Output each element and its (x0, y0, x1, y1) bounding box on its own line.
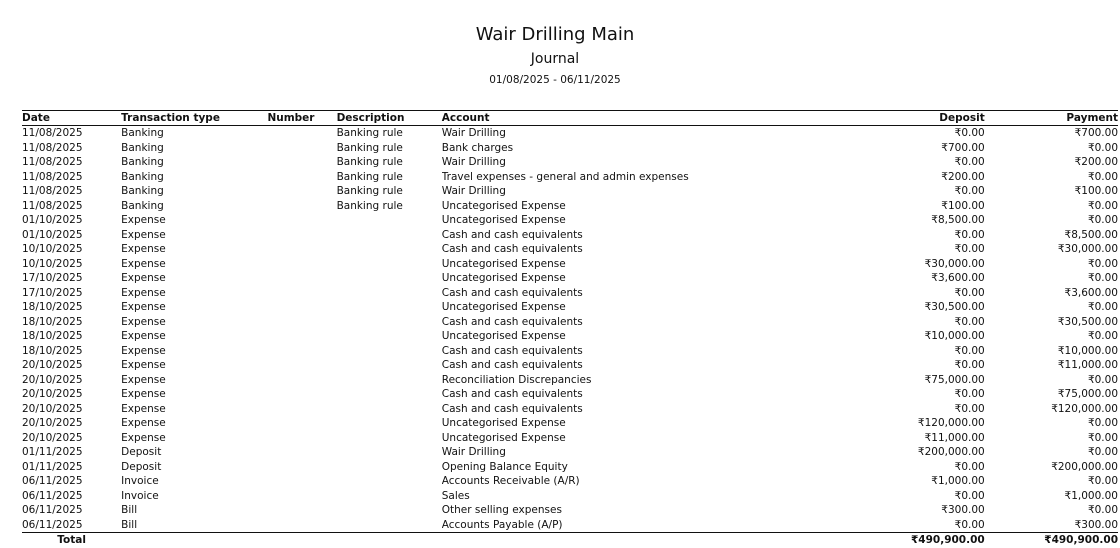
cell-description: Banking rule (336, 185, 403, 198)
cell-account: Cash and cash equivalents (441, 243, 583, 256)
total-payment: ₹490,900.00 (985, 533, 1118, 548)
table-row (22, 387, 1118, 402)
cell-number (267, 141, 336, 156)
cell-description (337, 344, 442, 359)
cell-payment: ₹0.00 (1087, 257, 1118, 270)
table-row (22, 474, 1118, 489)
cell-transaction-type: Expense (121, 344, 166, 357)
cell-payment: ₹0.00 (1087, 446, 1118, 459)
table-row (22, 213, 1118, 228)
cell-number (267, 286, 336, 301)
table-row (22, 402, 1118, 417)
cell-deposit: ₹200.00 (941, 170, 985, 183)
cell-number (267, 155, 336, 170)
column-header-deposit: Deposit (822, 111, 984, 126)
cell-deposit: ₹700.00 (941, 141, 985, 154)
cell-transaction-type: Deposit (121, 460, 162, 473)
cell-transaction-type: Invoice (121, 475, 159, 488)
cell-deposit: ₹30,500.00 (924, 301, 985, 314)
cell-account: Other selling expenses (441, 504, 562, 517)
cell-number (267, 213, 336, 228)
cell-account: Wair Drilling (441, 156, 506, 169)
cell-account: Uncategorised Expense (441, 417, 566, 430)
cell-payment: ₹0.00 (1087, 373, 1118, 386)
cell-deposit: ₹0.00 (954, 127, 985, 140)
cell-deposit: ₹0.00 (954, 388, 985, 401)
cell-number (267, 126, 336, 141)
journal-body (22, 126, 1118, 533)
cell-transaction-type: Expense (121, 330, 166, 343)
table-row (22, 184, 1118, 199)
cell-date: 18/10/2025 (22, 344, 83, 357)
report-period: 01/08/2025 - 06/11/2025 (489, 74, 621, 86)
cell-date: 11/08/2025 (22, 185, 83, 198)
cell-date: 20/10/2025 (22, 373, 83, 386)
cell-deposit: ₹11,000.00 (924, 431, 985, 444)
cell-description (337, 228, 442, 243)
cell-date: 11/08/2025 (22, 170, 83, 183)
cell-number (267, 445, 336, 460)
cell-date: 01/10/2025 (22, 214, 83, 227)
table-row (22, 344, 1118, 359)
cell-account: Uncategorised Expense (441, 301, 566, 314)
table-row (22, 271, 1118, 286)
table-row (22, 373, 1118, 388)
cell-payment: ₹1,000.00 (1064, 489, 1118, 502)
cell-description (337, 315, 442, 330)
cell-transaction-type: Expense (121, 431, 166, 444)
cell-date: 06/11/2025 (22, 504, 83, 517)
cell-transaction-type: Bill (121, 504, 138, 517)
cell-description (337, 257, 442, 272)
cell-deposit: ₹1,000.00 (931, 475, 985, 488)
cell-account: Accounts Receivable (A/R) (441, 475, 580, 488)
cell-transaction-type: Banking (121, 170, 164, 183)
table-row (22, 503, 1118, 518)
cell-payment: ₹0.00 (1087, 272, 1118, 285)
cell-account: Travel expenses - general and admin expenses (441, 170, 689, 183)
column-header-transaction-type: Transaction type (121, 111, 267, 126)
cell-date: 06/11/2025 (22, 518, 83, 531)
cell-date: 18/10/2025 (22, 330, 83, 343)
cell-description (337, 242, 442, 257)
cell-date: 01/11/2025 (22, 446, 83, 459)
cell-account: Cash and cash equivalents (441, 315, 583, 328)
cell-number (267, 271, 336, 286)
cell-payment: ₹0.00 (1087, 199, 1118, 212)
cell-transaction-type: Expense (121, 228, 166, 241)
cell-date: 20/10/2025 (22, 359, 83, 372)
cell-account: Cash and cash equivalents (441, 286, 583, 299)
table-row (22, 431, 1118, 446)
cell-transaction-type: Banking (121, 185, 164, 198)
cell-deposit: ₹75,000.00 (924, 373, 985, 386)
cell-payment: ₹120,000.00 (1051, 402, 1118, 415)
cell-description (337, 213, 442, 228)
cell-description (337, 503, 442, 518)
cell-deposit: ₹0.00 (954, 315, 985, 328)
cell-transaction-type: Expense (121, 417, 166, 430)
cell-number (267, 474, 336, 489)
cell-date: 01/11/2025 (22, 460, 83, 473)
table-row (22, 126, 1118, 141)
cell-account: Uncategorised Expense (441, 330, 566, 343)
table-header-row (22, 111, 1118, 126)
cell-payment: ₹100.00 (1074, 185, 1118, 198)
cell-payment: ₹3,600.00 (1064, 286, 1118, 299)
cell-account: Uncategorised Expense (441, 199, 566, 212)
cell-payment: ₹0.00 (1087, 214, 1118, 227)
cell-date: 18/10/2025 (22, 301, 83, 314)
table-row (22, 460, 1118, 475)
cell-description (337, 271, 442, 286)
cell-date: 20/10/2025 (22, 431, 83, 444)
table-row (22, 228, 1118, 243)
cell-account: Accounts Payable (A/P) (441, 518, 563, 531)
cell-number (267, 503, 336, 518)
cell-payment: ₹200,000.00 (1051, 460, 1118, 473)
table-row (22, 300, 1118, 315)
cell-deposit: ₹0.00 (954, 344, 985, 357)
table-row (22, 445, 1118, 460)
column-header-description: Description (337, 111, 442, 126)
cell-transaction-type: Banking (121, 141, 164, 154)
cell-transaction-type: Expense (121, 257, 166, 270)
cell-description (337, 460, 442, 475)
cell-description (337, 489, 442, 504)
total-spacer (267, 533, 336, 548)
cell-description (337, 329, 442, 344)
cell-number (267, 489, 336, 504)
cell-payment: ₹30,000.00 (1057, 243, 1118, 256)
cell-date: 10/10/2025 (22, 243, 83, 256)
company-name: Wair Drilling Main (475, 24, 635, 45)
cell-number (267, 431, 336, 446)
table-row (22, 489, 1118, 504)
cell-payment: ₹0.00 (1087, 141, 1118, 154)
table-row (22, 170, 1118, 185)
cell-account: Opening Balance Equity (441, 460, 568, 473)
cell-payment: ₹11,000.00 (1057, 359, 1118, 372)
cell-deposit: ₹200,000.00 (917, 446, 985, 459)
cell-transaction-type: Expense (121, 272, 166, 285)
cell-payment: ₹75,000.00 (1057, 388, 1118, 401)
cell-payment: ₹0.00 (1087, 301, 1118, 314)
column-header-date: Date (22, 111, 121, 126)
cell-payment: ₹0.00 (1087, 330, 1118, 343)
column-header-number: Number (267, 111, 336, 126)
cell-account: Wair Drilling (441, 185, 506, 198)
cell-payment: ₹0.00 (1087, 504, 1118, 517)
cell-description (337, 286, 442, 301)
cell-number (267, 300, 336, 315)
table-row (22, 329, 1118, 344)
cell-transaction-type: Deposit (121, 446, 162, 459)
cell-deposit: ₹10,000.00 (924, 330, 985, 343)
total-row (22, 533, 1118, 548)
cell-description: Banking rule (336, 156, 403, 169)
cell-description (337, 431, 442, 446)
cell-description: Banking rule (336, 141, 403, 154)
cell-date: 06/11/2025 (22, 489, 83, 502)
cell-date: 11/08/2025 (22, 199, 83, 212)
cell-number (267, 358, 336, 373)
cell-description: Banking rule (336, 127, 403, 140)
cell-date: 18/10/2025 (22, 315, 83, 328)
cell-date: 17/10/2025 (22, 286, 83, 299)
cell-number (267, 199, 336, 214)
journal-table (22, 110, 1118, 548)
cell-account: Uncategorised Expense (441, 257, 566, 270)
cell-date: 20/10/2025 (22, 417, 83, 430)
cell-account: Cash and cash equivalents (441, 359, 583, 372)
cell-payment: ₹0.00 (1087, 431, 1118, 444)
cell-number (267, 315, 336, 330)
cell-transaction-type: Banking (121, 156, 164, 169)
column-header-account: Account (442, 111, 823, 126)
cell-account: Sales (441, 489, 470, 502)
cell-number (267, 518, 336, 533)
cell-account: Cash and cash equivalents (441, 402, 583, 415)
cell-deposit: ₹0.00 (954, 156, 985, 169)
cell-deposit: ₹100.00 (941, 199, 985, 212)
column-header-payment: Payment (985, 111, 1118, 126)
cell-transaction-type: Banking (121, 127, 164, 140)
cell-description (337, 474, 442, 489)
cell-deposit: ₹30,000.00 (924, 257, 985, 270)
cell-account: Wair Drilling (441, 127, 506, 140)
cell-payment: ₹700.00 (1074, 127, 1118, 140)
cell-account: Uncategorised Expense (441, 214, 566, 227)
cell-transaction-type: Expense (121, 402, 166, 415)
cell-account: Cash and cash equivalents (441, 388, 583, 401)
total-label: Total (22, 533, 121, 548)
cell-date: 11/08/2025 (22, 127, 83, 140)
cell-date: 01/10/2025 (22, 228, 83, 241)
cell-number (267, 257, 336, 272)
cell-number (267, 329, 336, 344)
cell-payment: ₹0.00 (1087, 170, 1118, 183)
cell-account: Cash and cash equivalents (441, 228, 583, 241)
cell-deposit: ₹120,000.00 (917, 417, 985, 430)
table-row (22, 286, 1118, 301)
cell-account: Bank charges (441, 141, 514, 154)
table-row (22, 416, 1118, 431)
cell-transaction-type: Expense (121, 388, 166, 401)
table-row (22, 242, 1118, 257)
cell-payment: ₹10,000.00 (1057, 344, 1118, 357)
cell-deposit: ₹0.00 (954, 489, 985, 502)
cell-deposit: ₹0.00 (954, 460, 985, 473)
cell-deposit: ₹0.00 (954, 228, 985, 241)
cell-number (267, 242, 336, 257)
cell-transaction-type: Expense (121, 373, 166, 386)
table-row (22, 358, 1118, 373)
cell-description (337, 445, 442, 460)
cell-account: Uncategorised Expense (441, 431, 566, 444)
cell-account: Uncategorised Expense (441, 272, 566, 285)
cell-payment: ₹200.00 (1074, 156, 1118, 169)
cell-deposit: ₹0.00 (954, 402, 985, 415)
cell-transaction-type: Expense (121, 286, 166, 299)
cell-description (337, 402, 442, 417)
cell-transaction-type: Expense (121, 214, 166, 227)
table-row (22, 315, 1118, 330)
cell-date: 11/08/2025 (22, 156, 83, 169)
cell-payment: ₹30,500.00 (1057, 315, 1118, 328)
cell-transaction-type: Banking (121, 199, 164, 212)
cell-date: 06/11/2025 (22, 475, 83, 488)
total-spacer (121, 533, 267, 548)
cell-transaction-type: Bill (121, 518, 138, 531)
cell-number (267, 416, 336, 431)
cell-number (267, 402, 336, 417)
cell-description (337, 387, 442, 402)
cell-deposit: ₹0.00 (954, 286, 985, 299)
cell-deposit: ₹0.00 (954, 185, 985, 198)
table-row (22, 199, 1118, 214)
total-spacer (442, 533, 823, 548)
table-row (22, 141, 1118, 156)
cell-number (267, 387, 336, 402)
cell-account: Cash and cash equivalents (441, 344, 583, 357)
report-title: Journal (530, 51, 580, 67)
cell-date: 10/10/2025 (22, 257, 83, 270)
cell-payment: ₹8,500.00 (1064, 228, 1118, 241)
cell-description: Banking rule (336, 170, 403, 183)
cell-deposit: ₹8,500.00 (931, 214, 985, 227)
total-deposit: ₹490,900.00 (822, 533, 984, 548)
cell-deposit: ₹0.00 (954, 518, 985, 531)
cell-deposit: ₹0.00 (954, 243, 985, 256)
cell-payment: ₹300.00 (1074, 518, 1118, 531)
cell-transaction-type: Expense (121, 359, 166, 372)
cell-account: Reconciliation Discrepancies (441, 373, 592, 386)
table-row (22, 257, 1118, 272)
table-row (22, 155, 1118, 170)
cell-description (337, 416, 442, 431)
cell-number (267, 228, 336, 243)
cell-transaction-type: Expense (121, 315, 166, 328)
cell-number (267, 373, 336, 388)
cell-account: Wair Drilling (441, 446, 506, 459)
cell-deposit: ₹3,600.00 (931, 272, 985, 285)
total-spacer (337, 533, 442, 548)
cell-date: 20/10/2025 (22, 402, 83, 415)
cell-description (337, 518, 442, 533)
cell-number (267, 344, 336, 359)
cell-number (267, 184, 336, 199)
cell-transaction-type: Expense (121, 243, 166, 256)
cell-number (267, 460, 336, 475)
cell-description (337, 373, 442, 388)
cell-deposit: ₹300.00 (941, 504, 985, 517)
cell-transaction-type: Invoice (121, 489, 159, 502)
cell-description (337, 300, 442, 315)
cell-description (337, 358, 442, 373)
cell-transaction-type: Expense (121, 301, 166, 314)
table-row (22, 518, 1118, 533)
cell-date: 17/10/2025 (22, 272, 83, 285)
cell-description: Banking rule (336, 199, 403, 212)
cell-number (267, 170, 336, 185)
cell-deposit: ₹0.00 (954, 359, 985, 372)
cell-date: 11/08/2025 (22, 141, 83, 154)
cell-payment: ₹0.00 (1087, 417, 1118, 430)
cell-date: 20/10/2025 (22, 388, 83, 401)
cell-payment: ₹0.00 (1087, 475, 1118, 488)
